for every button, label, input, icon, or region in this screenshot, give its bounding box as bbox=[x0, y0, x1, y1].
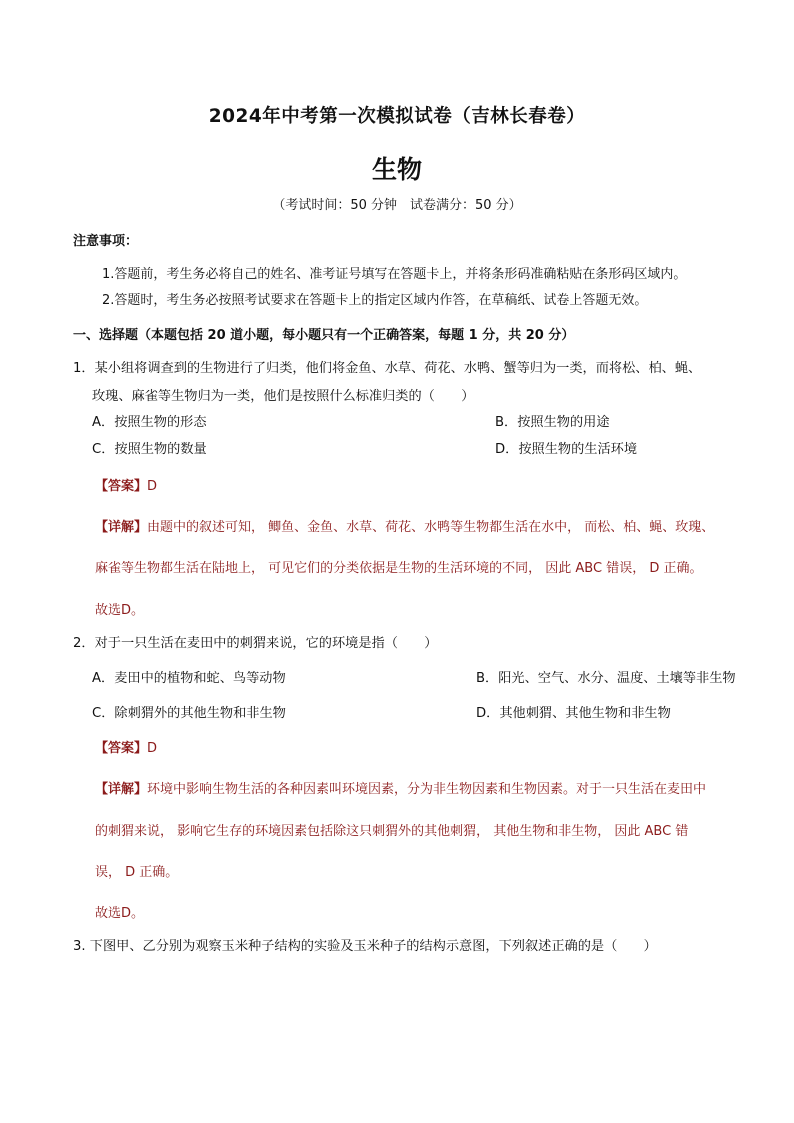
detail-tag: 【详解】 bbox=[95, 782, 148, 797]
question-1-detail-line1 bbox=[95, 516, 714, 535]
question-1-option-a: A．按照生物的形态 bbox=[92, 415, 207, 430]
paper-title: 2024年中考第一次模拟试卷（吉林长春卷） bbox=[208, 106, 586, 127]
question-2-option-a: A．麦田中的植物和蛇、鸟等动物 bbox=[92, 671, 286, 686]
question-1-option-c: C．按照生物的数量 bbox=[92, 442, 207, 457]
detail-tag: 【详解】 bbox=[95, 520, 148, 535]
question-1-answer bbox=[95, 475, 157, 494]
question-1-option-d: D．按照生物的生活环境 bbox=[495, 442, 638, 457]
answer-tag: 【答案】 bbox=[95, 479, 148, 494]
question-2-detail-line2: 的刺猬来说， 影响它生存的环境因素包括除这只刺猬外的其他刺猬， 其他生物和非生物， 因此 ABC 错 bbox=[95, 824, 689, 839]
notice-item: 1.答题前，考生务必将自己的姓名、准考证号填写在答题卡上，并将条形码准确粘贴在条形码区域内。 bbox=[102, 267, 687, 282]
subject-title: 生物 bbox=[371, 155, 422, 184]
question-1-conclusion: 故选D。 bbox=[95, 603, 145, 618]
question-2-stem: 2．对于一只生活在麦田中的刺猬来说，它的环境是指（ ） bbox=[73, 636, 438, 651]
question-1-stem-line2: 玫瑰、麻雀等生物归为一类，他们是按照什么标准归类的（ ） bbox=[92, 389, 475, 404]
question-2-conclusion: 故选D。 bbox=[95, 906, 145, 921]
question-1-option-b: B．按照生物的用途 bbox=[495, 415, 610, 430]
notice-heading: 注意事项： bbox=[73, 234, 139, 249]
question-2-detail-line3: 误， D 正确。 bbox=[95, 865, 179, 880]
question-1-stem-line1: 1．某小组将调查到的生物进行了归类，他们将金鱼、水草、荷花、水鸭、蟹等归为一类，而将松、柏、蝇、 bbox=[73, 361, 702, 376]
detail-text: 环境中影响生物生活的各种因素叫环境因素，分为非生物因素和生物因素。对于一只生活在麦田中 bbox=[147, 782, 707, 797]
answer-tag: 【答案】 bbox=[95, 741, 148, 756]
question-2-option-b: B．阳光、空气、水分、温度、土壤等非生物 bbox=[476, 671, 736, 686]
question-2-option-c: C．除刺猬外的其他生物和非生物 bbox=[92, 706, 286, 721]
answer-value: D bbox=[147, 741, 158, 756]
exam-info: （考试时间：50 分钟 试卷满分：50 分） bbox=[272, 198, 522, 213]
question-2-answer bbox=[95, 737, 157, 756]
question-1-detail-line2: 麻雀等生物都生活在陆地上， 可见它们的分类依据是生物的生活环境的不同， 因此 ABC 错误， D 正确。 bbox=[95, 561, 703, 576]
question-3-stem: 3. 下图甲、乙分别为观察玉米种子结构的实验及玉米种子的结构示意图，下列叙述正确的是（ ） bbox=[73, 939, 657, 954]
question-2-detail-line1 bbox=[95, 778, 706, 797]
question-2-option-d: D．其他刺猬、其他生物和非生物 bbox=[476, 706, 671, 721]
detail-text: 由题中的叙述可知， 鲫鱼、金鱼、水草、荷花、水鸭等生物都生活在水中， 而松、柏、蝇、玫瑰、 bbox=[147, 520, 715, 535]
notice-item: 2.答题时，考生务必按照考试要求在答题卡上的指定区域内作答，在草稿纸、试卷上答题无效。 bbox=[102, 293, 648, 308]
answer-value: D bbox=[147, 479, 158, 494]
section-heading: 一、选择题（本题包括 20 道小题，每小题只有一个正确答案，每题 1 分，共 20 分） bbox=[73, 328, 575, 343]
